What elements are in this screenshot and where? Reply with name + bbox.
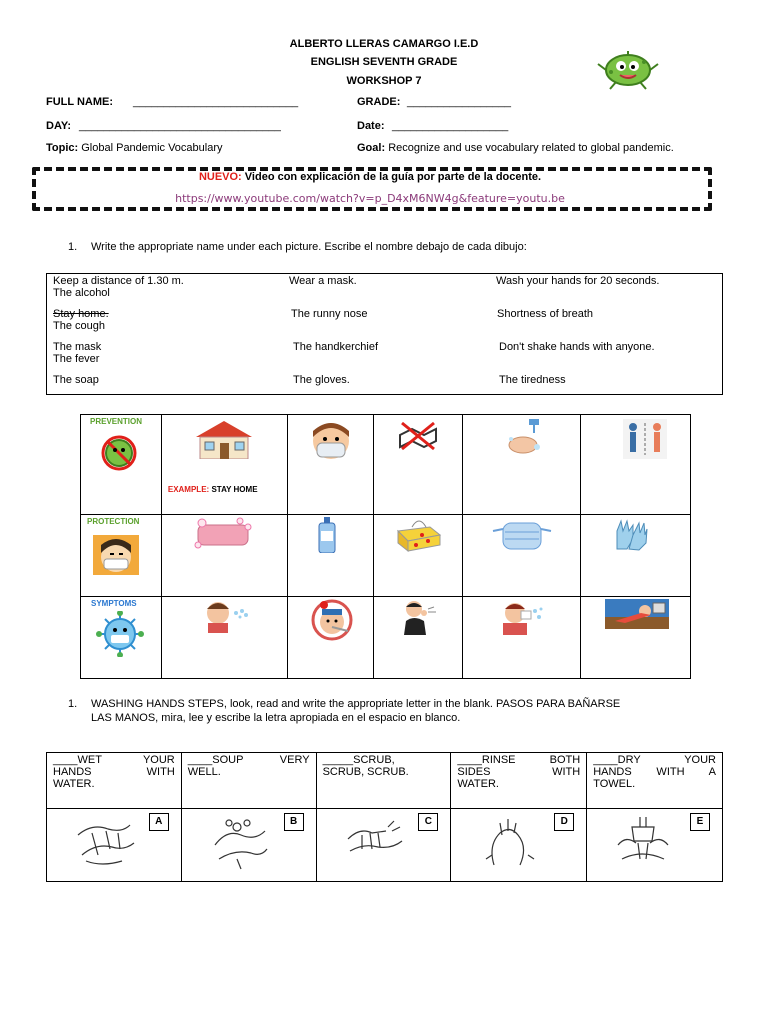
picture-cell (581, 515, 691, 597)
goal-value: Recognize and use vocabulary related to global pandemic. (388, 142, 674, 154)
gloves-icon (613, 517, 649, 554)
runny-nose-icon (202, 599, 252, 636)
exercise2-instruction-line2: LAS MANOS, mira, lee y escribe la letra apropiada en el espacio en blanco. (91, 712, 461, 724)
vocab-item: The cough (53, 320, 105, 332)
step-picture-cell (587, 809, 723, 882)
step-cell[interactable] (181, 753, 316, 809)
picture-cell (373, 597, 463, 679)
picture-cell (463, 415, 581, 515)
picture-cell (287, 415, 373, 515)
step-text: _____SCRUB, (322, 754, 395, 766)
exercise1-instruction: Write the appropriate name under each picture. Escribe el nombre debajo de cada dibujo: (91, 241, 527, 253)
virus-mascot-icon (596, 50, 660, 93)
vocab-item: The tiredness (499, 374, 566, 386)
handwash-icon (503, 417, 547, 460)
goal-label: Goal: (357, 142, 386, 154)
exercise2-number: 1. (68, 698, 78, 710)
category-label: SYMPTOMS (91, 599, 137, 608)
vocab-item-crossed: Stay home. (53, 308, 109, 320)
step-letter: B (284, 813, 304, 831)
prevention-virus-icon (97, 435, 141, 474)
category-label: PREVENTION (90, 417, 143, 426)
category-cell-protection (81, 515, 162, 597)
soap-icon (192, 517, 254, 554)
step-cell[interactable] (451, 753, 587, 809)
cough-icon (400, 599, 440, 638)
masked-face-icon (93, 535, 139, 578)
exercise1-number: 1. (68, 241, 78, 253)
thermometer-face-icon (306, 599, 358, 644)
grade-title: ENGLISH SEVENTH GRADE (310, 56, 458, 68)
vocab-item: The fever (53, 353, 100, 365)
house-icon (192, 419, 256, 462)
tired-person-icon (605, 599, 669, 632)
notice-text (0, 171, 740, 183)
vocab-item: The soap (53, 374, 99, 386)
step-letter: D (554, 813, 574, 831)
picture-cell (581, 597, 691, 679)
picture-grid (80, 414, 691, 679)
exercise2-instruction-line1: WASHING HANDS STEPS, look, read and write the appropriate letter in the blank. PASOS PARA BAÑARSE (91, 698, 621, 710)
vocab-item: The mask (53, 341, 102, 353)
vocab-item: The handkerchief (293, 341, 378, 353)
topic-label: Topic: (46, 142, 79, 154)
day-field[interactable]: _________________________________ (79, 120, 281, 132)
picture-cell (463, 597, 581, 679)
washing-steps-table (46, 752, 723, 882)
picture-cell (463, 515, 581, 597)
video-link[interactable]: https://www.youtube.com/watch?v=p_D4xM6NW4g&feature=youtu.be (175, 192, 565, 205)
picture-cell (581, 415, 691, 515)
step-text: WATER. (457, 778, 499, 790)
step-text: ____RINSE BOTH (457, 754, 581, 766)
notice-nuevo: NUEVO: (198, 171, 242, 183)
step-letter: A (149, 813, 169, 831)
vocab-item: The gloves. (293, 374, 350, 386)
coronavirus-icon (93, 611, 147, 660)
step-picture-cell (47, 809, 182, 882)
tissue-box-icon (396, 517, 442, 556)
step-text: ____DRY YOUR (593, 754, 716, 766)
vocab-item: Wear a mask. (289, 275, 357, 287)
vocab-item: Wash your hands for 20 seconds. (496, 275, 660, 287)
category-label: PROTECTION (87, 517, 140, 526)
distance-icon (623, 419, 667, 462)
step-cell[interactable] (587, 753, 723, 809)
picture-cell (161, 515, 287, 597)
vocab-item: Don't shake hands with anyone. (499, 341, 655, 353)
step-text: TOWEL. (593, 778, 636, 790)
step-text: SIDES WITH (457, 766, 581, 778)
scrub-hands-sketch-icon (342, 815, 412, 871)
alcohol-bottle-icon (316, 517, 338, 556)
step-text: SCRUB, SCRUB. (322, 766, 409, 778)
notice-description: Video con explicación de la guía por parte de la docente. (244, 171, 542, 183)
step-letter: C (418, 813, 438, 831)
date-field[interactable]: ___________________ (392, 120, 509, 132)
vocabulary-box (46, 273, 723, 395)
category-cell-prevention (81, 415, 162, 515)
topic-line (46, 142, 223, 154)
rinse-hands-sketch-icon (476, 815, 546, 871)
date-label: Date: (357, 120, 385, 132)
step-cell[interactable] (316, 753, 451, 809)
step-picture-cell (181, 809, 316, 882)
no-handshake-icon (396, 421, 440, 454)
picture-cell (161, 415, 287, 515)
face-mask-icon (491, 521, 553, 554)
vocab-item: Shortness of breath (497, 308, 594, 320)
school-name: ALBERTO LLERAS CAMARGO I.E.D (289, 38, 479, 50)
picture-cell (161, 597, 287, 679)
masked-boy-icon (308, 419, 354, 466)
soap-hands-sketch-icon (207, 815, 277, 871)
grade-field[interactable]: _________________ (407, 96, 512, 108)
picture-cell (373, 515, 463, 597)
picture-cell (373, 415, 463, 515)
step-picture-cell (451, 809, 587, 882)
step-picture-cell (316, 809, 451, 882)
step-text: ____SOUP VERY (187, 754, 310, 766)
example-label: EXAMPLE: (167, 485, 210, 494)
dry-hands-sketch-icon (612, 815, 682, 871)
goal-line (357, 142, 674, 154)
full-name-label: FULL NAME: (46, 96, 114, 108)
picture-cell (287, 597, 373, 679)
workshop-title: WORKSHOP 7 (346, 75, 422, 87)
sneeze-icon (499, 599, 545, 638)
vocab-item: The alcohol (53, 287, 110, 299)
example-value: STAY HOME (211, 485, 258, 494)
wet-hands-sketch-icon (72, 815, 142, 871)
grade-label: GRADE: (357, 96, 401, 108)
vocab-item: The runny nose (291, 308, 368, 320)
step-cell[interactable] (47, 753, 182, 809)
category-cell-symptoms (81, 597, 162, 679)
step-text: HANDS WITH A (593, 766, 716, 778)
day-label: DAY: (46, 120, 72, 132)
step-letter: E (690, 813, 710, 831)
picture-cell (287, 515, 373, 597)
full-name-field[interactable]: ___________________________ (133, 96, 299, 108)
step-text: WATER. (53, 778, 95, 790)
step-text: HANDS WITH (53, 766, 175, 778)
vocab-item: Keep a distance of 1.30 m. (53, 275, 184, 287)
step-text: ____WET YOUR (53, 754, 175, 766)
step-text: WELL. (187, 766, 221, 778)
example-text (168, 485, 258, 495)
topic-value: Global Pandemic Vocabulary (81, 142, 223, 154)
